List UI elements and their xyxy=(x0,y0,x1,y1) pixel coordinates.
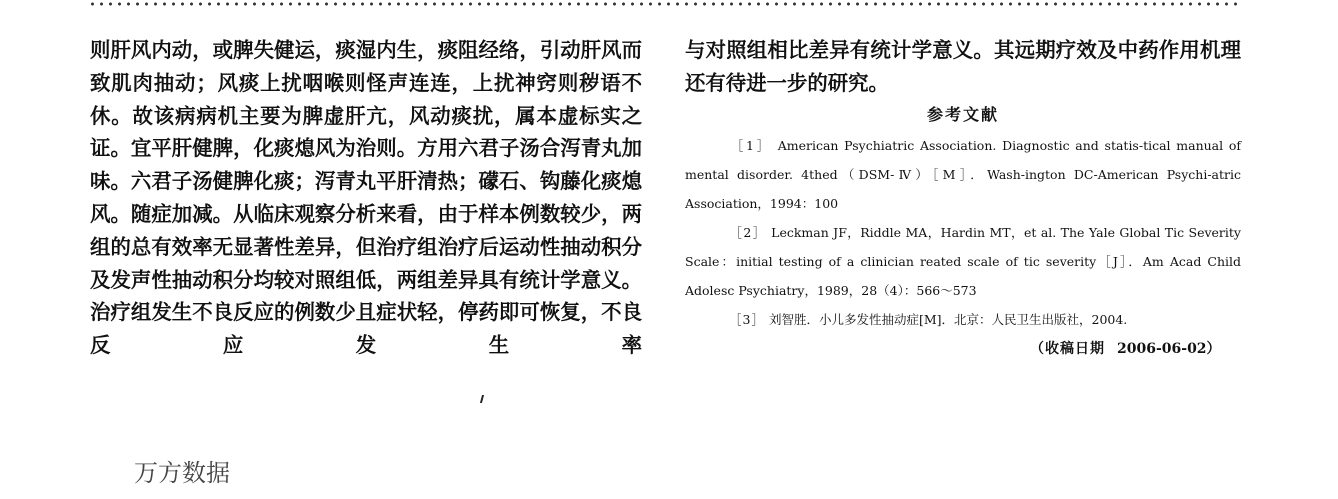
decorative-dotted-rule xyxy=(88,0,1240,8)
reference-item-3 xyxy=(685,305,1241,334)
reference-item-2 xyxy=(685,218,1241,305)
reference-number: ［1］ xyxy=(729,137,772,153)
references-heading: 参考文献 xyxy=(926,104,999,124)
body-paragraph-right: 与对照组相比差异有统计学意义。其远期疗效及中药作用机理还有待进一步的研究。 xyxy=(685,38,1241,95)
reference-text: American Psychiatric Association. Diagnostic and statis-tical manual of mental disorder. 4thed（DSM-Ⅳ）［M］．Wash-ington DC-American Psychi-atric Association，1994：100 xyxy=(685,137,1242,211)
stray-mark xyxy=(480,395,484,403)
body-paragraph-left: 则肝风内动，或脾失健运，痰湿内生，痰阻经络，引动肝风而致肌肉抽动；风痰上扰咽喉则怪声连连，上扰神窍则秽语不休。故该病病机主要为脾虚肝亢，风动痰扰，属本虚标实之证。宜平肝健脾，化痰熄风为治则。方用六君子汤合泻青丸加味。六君子汤健脾化痰；泻青丸平肝清热；礞石、钩藤化痰熄风。随症加减。从临床观察分析来看，由于样本例数较少，两组的总有效率无显著性差异，但治疗组治疗后运动性抽动积分及发声性抽动积分均较对照组低，两组差异具有统计学意义。治疗组发生不良反应的例数少且症状轻，停药即可恢复，不良反应发生率 xyxy=(90,38,642,358)
reference-number: ［2］ xyxy=(729,224,767,240)
watermark-text: 万方数据 xyxy=(134,459,230,487)
right-column xyxy=(685,34,1241,334)
reference-text: 刘智胜．小儿多发性抽动症[M]．北京：人民卫生出版社，2004. xyxy=(768,311,1128,327)
reference-text: Leckman JF，Riddle MA，Hardin MT，et al. The Yale Global Tic Severity Scale：initial testing of a clinician reated scale of tic severity［J］．Am Acad Child Adolesc Psychiatry，1989，28（4）：566～573 xyxy=(685,224,1241,298)
received-label: （收稿日期 xyxy=(1030,341,1105,357)
reference-number: ［3］ xyxy=(729,311,765,327)
received-date-line xyxy=(1030,338,1221,358)
left-column-text xyxy=(90,34,642,362)
reference-item-1 xyxy=(685,131,1241,218)
received-date: 2006-06-02） xyxy=(1117,341,1221,357)
